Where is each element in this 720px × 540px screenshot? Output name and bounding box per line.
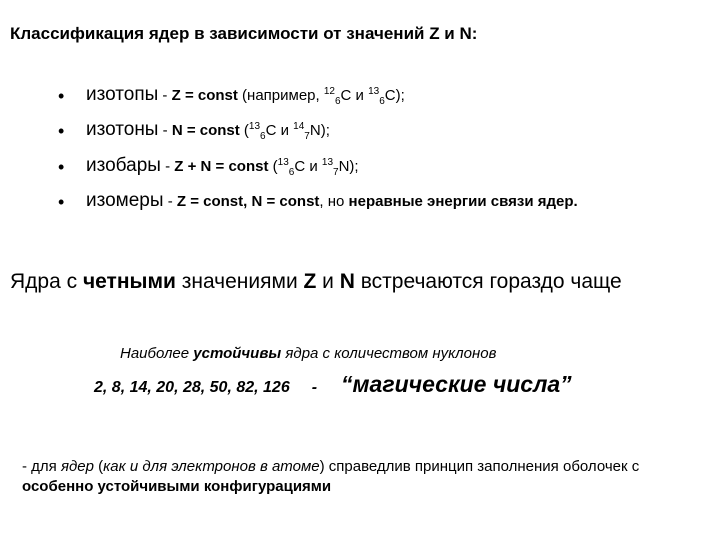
shell-principle-note bbox=[22, 457, 702, 497]
mass-number: 13 bbox=[248, 121, 261, 132]
headline-text: значениями bbox=[175, 270, 304, 293]
element-symbol: C bbox=[265, 122, 277, 139]
footnote-emphasis: особенно устойчивыми конфигурациями bbox=[22, 478, 332, 495]
magic-numbers-list: 2, 8, 14, 20, 28, 50, 82, 126 bbox=[94, 379, 290, 396]
footnote-italic: как и для электронов в атоме bbox=[103, 458, 320, 475]
headline-emphasis: N bbox=[339, 270, 355, 293]
rule-isomers: Z = const, N = const bbox=[176, 193, 320, 210]
bullet-icon: • bbox=[58, 157, 65, 177]
mass-number: 13 bbox=[321, 157, 334, 168]
atomic-number: 6 bbox=[288, 167, 295, 178]
footnote-text: ( bbox=[93, 458, 104, 475]
headline-text: Ядра с bbox=[10, 270, 83, 293]
atomic-number: 7 bbox=[304, 131, 310, 142]
element-symbol: C bbox=[340, 87, 352, 104]
mass-number: 13 bbox=[277, 157, 289, 168]
example-open: ( bbox=[243, 122, 249, 139]
example-open: ( bbox=[272, 158, 278, 175]
rule-isotopes: Z = const bbox=[171, 87, 238, 104]
headline-emphasis: четными bbox=[82, 270, 176, 293]
mass-number: 13 bbox=[368, 86, 380, 97]
headline-text: встречаются гораздо чаще bbox=[354, 270, 622, 293]
atomic-number: 7 bbox=[333, 167, 339, 178]
mass-number: 12 bbox=[323, 86, 335, 97]
stable-emphasis: устойчивы bbox=[193, 345, 282, 362]
even-nuclei-statement bbox=[10, 270, 622, 294]
mass-number: 14 bbox=[293, 121, 305, 132]
bullet-icon: • bbox=[58, 121, 65, 141]
element-symbol: N bbox=[309, 122, 321, 139]
stable-text: Наиболее bbox=[120, 345, 194, 362]
term-isotones: изотоны bbox=[86, 119, 159, 140]
element-symbol: C bbox=[294, 158, 306, 175]
footnote-italic: ядер bbox=[60, 458, 94, 475]
term-isomers: изомеры bbox=[86, 190, 164, 211]
most-stable-note bbox=[120, 345, 496, 362]
conjunction: и bbox=[276, 122, 294, 139]
element-symbol: N bbox=[338, 158, 350, 175]
element-symbol: C bbox=[384, 87, 396, 104]
separator: - bbox=[160, 158, 175, 175]
slide-title: Классификация ядер в зависимости от значений Z и N: bbox=[10, 24, 478, 43]
isomers-energy-note: неравные энергии связи ядер. bbox=[348, 193, 578, 210]
separator: - bbox=[158, 87, 172, 104]
footnote-text: ) справедлив принцип заполнения оболочек с bbox=[319, 458, 640, 475]
example-close: ); bbox=[320, 122, 330, 139]
atomic-number: 6 bbox=[260, 131, 266, 142]
example-close: ); bbox=[395, 87, 405, 104]
footnote-text: - для bbox=[22, 458, 61, 475]
rule-isotones: N = const bbox=[171, 122, 240, 139]
conjunction: и bbox=[305, 158, 322, 175]
atomic-number: 6 bbox=[379, 96, 385, 107]
conjunction: и bbox=[351, 87, 369, 104]
magic-dash: - bbox=[311, 379, 318, 396]
stable-text: ядра с количеством нуклонов bbox=[281, 345, 497, 362]
rule-isobars: Z + N = const bbox=[174, 158, 269, 175]
bullet-icon: • bbox=[58, 86, 65, 106]
isomers-tail: , но bbox=[319, 193, 349, 210]
term-isotopes: изотопы bbox=[86, 84, 159, 105]
bullet-icon: • bbox=[58, 192, 65, 212]
separator: - bbox=[163, 193, 177, 210]
headline-emphasis: Z bbox=[303, 270, 317, 293]
term-isobars: изобары bbox=[86, 155, 161, 176]
magic-numbers-row bbox=[94, 371, 572, 398]
example-close: ); bbox=[349, 158, 359, 175]
headline-text: и bbox=[316, 270, 340, 293]
separator: - bbox=[158, 122, 172, 139]
example-open: (например, bbox=[242, 87, 324, 104]
atomic-number: 6 bbox=[334, 96, 341, 107]
magic-numbers-label: “магические числа” bbox=[341, 371, 572, 397]
